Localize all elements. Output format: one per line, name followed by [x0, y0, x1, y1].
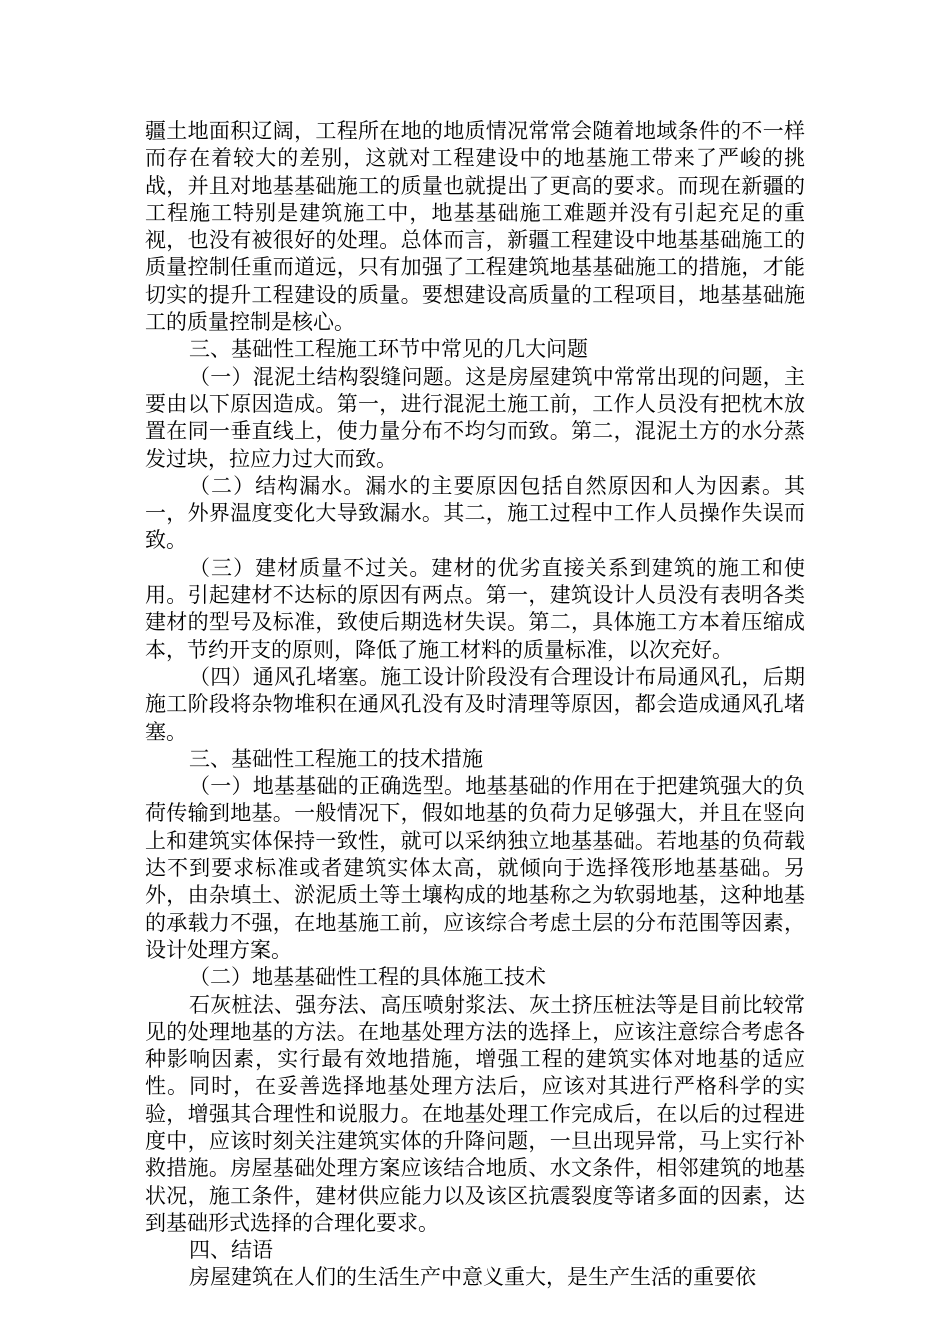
paragraph-foundation-selection: （一）地基基础的正确选型。地基基础的作用在于把建筑强大的负荷传输到地基。一般情况下，假如地基的负荷力足够强大，并且在竖向上和建筑实体保持一致性，就可以采纳独立地基基础。若地基的负荷载达不到要求标准或者建筑实体太高，就倾向于选择筏形地基基础。另外，由杂填土、淤泥质土等土壤构成的地基称之为软弱地基，这种地基的承载力不强，在地基施工前，应该综合考虑土层的分布范围等因素，设计处理方案。 [145, 774, 805, 962]
paragraph-structural-leakage: （二）结构漏水。漏水的主要原因包括自然原因和人为因素。其一，外界温度变化大导致漏水。其二，施工过程中工作人员操作失误而致。 [145, 473, 805, 553]
section-heading-technical-measures: 三、基础性工程施工的技术措施 [189, 746, 483, 771]
subheading-construction-techniques: （二）地基基础性工程的具体施工技术 [189, 965, 546, 990]
paragraph-material-quality: （三）建材质量不过关。建材的优劣直接关系到建筑的施工和使用。引起建材不达标的原因有两点。第一，建筑设计人员没有表明各类建材的型号及标准，致使后期选材失误。第二，具体施工方本着压缩成本，节约开支的原则，降低了施工材料的质量标准，以次充好。 [145, 555, 805, 662]
paragraph-vent-blockage: （四）通风孔堵塞。施工设计阶段没有合理设计布局通风孔，后期施工阶段将杂物堆积在通风孔没有及时清理等原因，都会造成通风孔堵塞。 [145, 664, 805, 744]
section-heading-common-problems: 三、基础性工程施工环节中常见的几大问题 [189, 337, 588, 362]
paragraph-intro: 疆土地面积辽阔，工程所在地的地质情况常常会随着地域条件的不一样而存在着较大的差别，这就对工程建设中的地基施工带来了严峻的挑战，并且对地基基础施工的质量也就提出了更高的要求。而现在新疆的工程施工特别是建筑施工中，地基基础施工难题并没有引起充足的重视，也没有被很好的处理。总体而言，新疆工程建设中地基基础施工的质量控制任重而道远，只有加强了工程建筑地基基础施工的措施，才能切实的提升工程建设的质量。要想建设高质量的工程项目，地基基础施工的质量控制是核心。 [145, 119, 805, 335]
paragraph-treatment-methods: 石灰桩法、强夯法、高压喷射浆法、灰土挤压桩法等是目前比较常见的处理地基的方法。在地基处理方法的选择上，应该注意综合考虑各种影响因素，实行最有效地措施，增强工程的建筑实体对地基的适应性。同时，在妥善选择地基处理方法后，应该对其进行严格科学的实验，增强其合理性和说服力。在地基处理工作完成后，在以后的过程进度中，应该时刻关注建筑实体的升降问题，一旦出现异常，马上实行补救措施。房屋基础处理方案应该结合地质、水文条件，相邻建筑的地基状况，施工条件，建材供应能力以及该区抗震裂度等诸多面的因素，达到基础形式选择的合理化要求。 [145, 992, 805, 1235]
document-body [145, 118, 805, 1292]
section-heading-conclusion: 四、结语 [189, 1238, 273, 1263]
paragraph-conclusion: 房屋建筑在人们的生活生产中意义重大，是生产生活的重要依 [189, 1265, 756, 1290]
paragraph-concrete-cracks: （一）混泥土结构裂缝问题。这是房屋建筑中常常出现的问题，主要由以下原因造成。第一，进行混泥土施工前，工作人员没有把枕木放置在同一垂直线上，使力量分布不均匀而致。第二，混泥土方的水分蒸发过块，拉应力过大而致。 [145, 364, 805, 471]
